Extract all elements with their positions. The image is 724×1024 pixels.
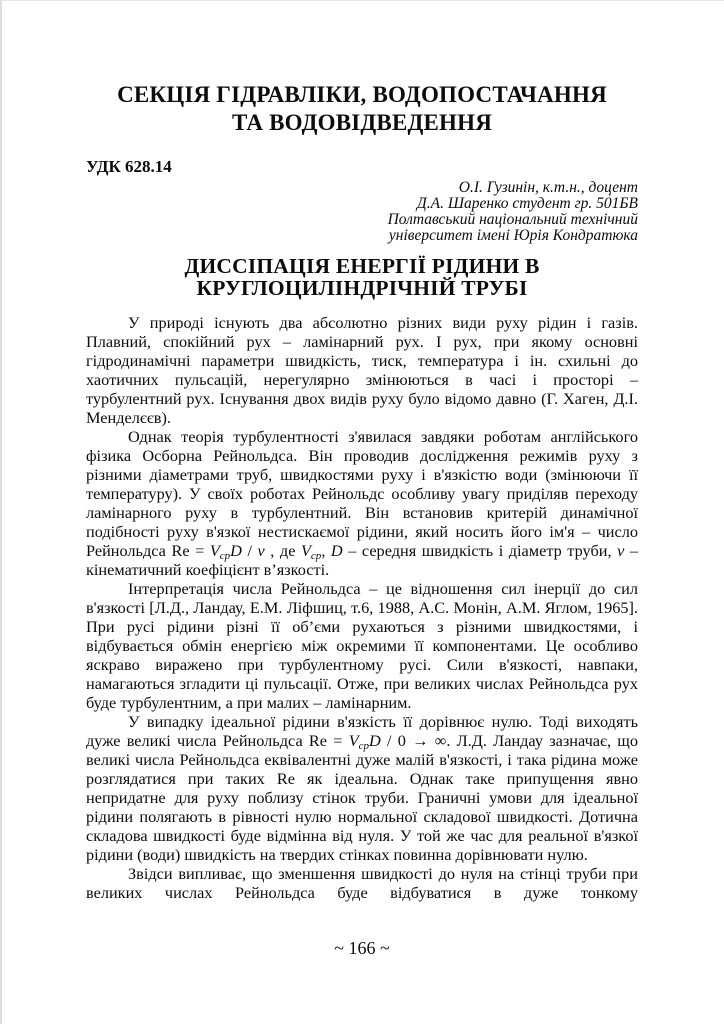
page-number: ~ 166 ~ bbox=[334, 938, 390, 958]
section-header-line-2: ТА ВОДОВІДВЕДЕННЯ bbox=[231, 110, 493, 135]
body-text bbox=[86, 313, 638, 902]
page-left-edge bbox=[0, 0, 2, 1024]
formula-segment: Re bbox=[276, 769, 295, 788]
text-segment: Звідси випливає, що зменшення швидкості до нуля на стінці труби при великих числах Рейнольдса буде відбуватися в дуже тонкому bbox=[86, 864, 638, 902]
text-segment: , де bbox=[264, 541, 301, 560]
text-segment: У випадку ідеальної рідини в'язкість її дорівнює нулю. Тоді виходять дуже великі числа Рейнольдса bbox=[86, 712, 638, 750]
article-title-line-1: ДИССІПАЦІЯ ЕНЕРГІЇ РІДИНИ В bbox=[184, 254, 540, 278]
affiliation-line-1: Полтавський національний технічний bbox=[387, 211, 638, 228]
formula-segment: / 0 → ∞ bbox=[380, 731, 447, 750]
formula-segment: ν bbox=[257, 541, 265, 560]
paragraph bbox=[86, 313, 638, 427]
text-segment: – кінематичний коефіцієнт в’язкості. bbox=[86, 541, 639, 579]
paragraph bbox=[86, 712, 638, 864]
affiliation-line-2: університет імені Юрія Кондратюка bbox=[388, 227, 638, 244]
paragraph bbox=[86, 427, 638, 579]
author-line-2: Д.А. Шаренко студент гр. 501БВ bbox=[416, 195, 638, 212]
formula-segment: , bbox=[321, 541, 331, 560]
formula-segment: / bbox=[241, 541, 258, 560]
article-title-line-2: КРУГЛОЦИЛІНДРІЧНІЙ ТРУБІ bbox=[196, 276, 528, 300]
page-content bbox=[86, 0, 638, 902]
formula-segment: cp bbox=[358, 740, 370, 752]
formula-segment: V bbox=[300, 541, 311, 560]
text-segment: Інтерпретація числа Рейнольдса – це відношення сил інерції до сил в'язкості [Л.Д., Ландау, Е.М. Ліфшиц, т.6, 1988, А.С. Монін, А.М. Яглом, 1965]. При русі рідини різні її об’єми рухаються з різними швидкостями, і відбувається обмін енергією між окремими її компонентами. Це особливо яскраво виражено при турбулентному русі. Сили в'язкості, навпаки, намагаються згладити ці пульсації. Отже, при великих числах Рейнольдса рух буде турбулентним, а при малих – ламінарним. bbox=[86, 579, 638, 712]
formula-segment: cp bbox=[310, 550, 322, 562]
formula-segment: Re = bbox=[171, 541, 210, 560]
author-line-1: О.І. Гузинін, к.т.н., доцент bbox=[458, 179, 638, 196]
formula-segment: cp bbox=[219, 550, 231, 562]
udk-number: УДК 628.14 bbox=[86, 157, 172, 176]
formula-segment: Re = bbox=[308, 731, 349, 750]
text-segment: як ідеальна. Однак таке припущення явно непридатне для руху поблизу стінок труби. Граничні умови для ідеальної рідини полягають в рівності нулю нормальної складової швидкості. Дотична складова швидкості буде відмінна від нуля. У той же час для реальної в'язкої рідини (води) швидкість на твердих стінках повинна дорівнювати нулю. bbox=[86, 769, 638, 864]
formula-segment: D bbox=[369, 731, 381, 750]
text-segment: У природі існують два абсолютно різних види руху рідин і газів. Плавний, спокійний рух – ламінарний рух. І рух, при якому основні гідродинамічні параметри швидкість, тиск, температура і ін. схильні до хаотичних пульсацій, нерегулярно змінюються в часі і просторі – турбулентний рух. Існування двох видів руху було відомо давно (Г. Хаген, Д.І. Менделєєв). bbox=[86, 313, 638, 427]
formula-segment: D bbox=[330, 541, 343, 560]
section-header-line-1: СЕКЦІЯ ГІДРАВЛІКИ, ВОДОПОСТАЧАННЯ bbox=[117, 82, 607, 107]
formula-segment: ν bbox=[617, 541, 625, 560]
formula-segment: V bbox=[348, 731, 359, 750]
author-block bbox=[86, 180, 638, 244]
text-segment: – середня швидкість і діаметр труби, bbox=[342, 541, 618, 560]
text-segment: . Л.Д. Ландау зазначає, що великі числа Рейнольдса еквівалентні дуже малій в'язкості, і така рідина може розглядатися при таких bbox=[86, 731, 638, 788]
paragraph bbox=[86, 579, 638, 712]
text-segment: Однак теорія турбулентності з'явилася завдяки роботам англійського фізика Осборна Рейнольдса. Він проводив дослідження режимів руху з різними діаметрами труб, швидкостями руху і в'язкістю води (змінюючи її температуру). У своїх роботах Рейнольдс особливу увагу приділяв переходу ламінарного руху в турбулентний. Він встановив критерій динамічної подібності руху в'язкої нестискаємої рідини, який носить його ім'я – число Рейнольдса bbox=[86, 427, 638, 560]
formula-segment: D bbox=[230, 541, 242, 560]
paragraph bbox=[86, 864, 638, 902]
formula-segment: V bbox=[209, 541, 220, 560]
section-header bbox=[86, 81, 638, 137]
article-title bbox=[86, 255, 638, 299]
